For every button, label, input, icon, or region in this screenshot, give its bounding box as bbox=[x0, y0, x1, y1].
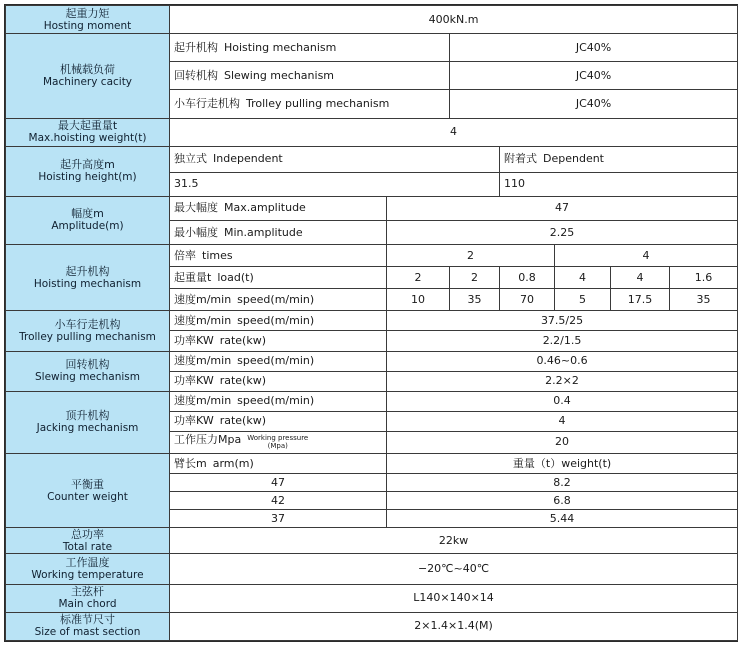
label-main-chord: 主弦杆 Main chord bbox=[6, 584, 170, 612]
counter-weight-value: 6.8 bbox=[387, 492, 738, 510]
row-max-weight bbox=[6, 118, 738, 146]
slewing-rate-value: 2.2×2 bbox=[387, 371, 738, 391]
hoist-load-value: 0.8 bbox=[500, 267, 555, 289]
machinery-item-value: JC40% bbox=[450, 90, 738, 118]
slewing-rate-label: 功率KW rate(kw) bbox=[170, 371, 387, 391]
amplitude-min-value: 2.25 bbox=[387, 220, 738, 244]
counter-weight-header: 重量（t）weight(t) bbox=[387, 454, 738, 474]
value-max-weight: 4 bbox=[170, 118, 738, 146]
row-total-rate bbox=[6, 528, 738, 554]
hoist-load-value: 2 bbox=[387, 267, 450, 289]
hoist-load-value: 4 bbox=[611, 267, 670, 289]
value-total-rate: 22kw bbox=[170, 528, 738, 554]
value-hoisting-moment: 400kN.m bbox=[170, 6, 738, 34]
hoist-speed-value: 17.5 bbox=[611, 289, 670, 311]
row-main-chord bbox=[6, 584, 738, 612]
hoist-load-value: 2 bbox=[450, 267, 500, 289]
spec-table bbox=[5, 5, 738, 641]
row-jacking-speed bbox=[6, 391, 738, 411]
jacking-pressure-value: 20 bbox=[387, 431, 738, 453]
hoist-times-label: 倍率 times bbox=[170, 245, 387, 267]
machinery-item-value: JC40% bbox=[450, 62, 738, 90]
machinery-item-label: 小车行走机构 Trolley pulling mechanism bbox=[170, 90, 450, 118]
hoist-speed-value: 35 bbox=[450, 289, 500, 311]
hoist-times-value: 4 bbox=[555, 245, 738, 267]
label-mast-section: 标准节尺寸 Size of mast section bbox=[6, 612, 170, 640]
value-working-temp: −20℃~40℃ bbox=[170, 554, 738, 584]
jacking-rate-value: 4 bbox=[387, 411, 738, 431]
label-trolley: 小车行走机构 Trolley pulling mechanism bbox=[6, 311, 170, 351]
amplitude-max-value: 47 bbox=[387, 196, 738, 220]
hoist-speed-label: 速度m/min speed(m/min) bbox=[170, 289, 387, 311]
slewing-speed-value: 0.46~0.6 bbox=[387, 351, 738, 371]
height-independent-value: 31.5 bbox=[170, 172, 500, 196]
row-machinery-hoisting bbox=[6, 34, 738, 62]
height-independent-label: 独立式 Independent bbox=[170, 146, 500, 172]
value-mast-section: 2×1.4×1.4(M) bbox=[170, 612, 738, 640]
row-working-temp bbox=[6, 554, 738, 584]
spec-sheet bbox=[4, 4, 738, 642]
trolley-speed-value: 37.5/25 bbox=[387, 311, 738, 331]
machinery-item-value: JC40% bbox=[450, 34, 738, 62]
label-machinery: 机械载负荷 Machinery cacity bbox=[6, 34, 170, 118]
counter-weight-value: 5.44 bbox=[387, 510, 738, 528]
hoist-times-value: 2 bbox=[387, 245, 555, 267]
height-dependent-label: 附着式 Dependent bbox=[500, 146, 738, 172]
hoist-speed-value: 10 bbox=[387, 289, 450, 311]
counter-weight-value: 8.2 bbox=[387, 474, 738, 492]
height-dependent-value: 110 bbox=[500, 172, 738, 196]
row-hoist-times bbox=[6, 245, 738, 267]
machinery-item-label: 起升机构 Hoisting mechanism bbox=[170, 34, 450, 62]
hoist-speed-value: 5 bbox=[555, 289, 611, 311]
row-counter-header bbox=[6, 454, 738, 474]
row-amplitude-max bbox=[6, 196, 738, 220]
amplitude-min-label: 最小幅度 Min.amplitude bbox=[170, 220, 387, 244]
row-slewing-speed bbox=[6, 351, 738, 371]
label-total-rate: 总功率 Total rate bbox=[6, 528, 170, 554]
row-height-labels bbox=[6, 146, 738, 172]
hoist-load-value: 4 bbox=[555, 267, 611, 289]
hoist-load-label: 起重量t load(t) bbox=[170, 267, 387, 289]
counter-arm-value: 47 bbox=[170, 474, 387, 492]
label-hoisting-mechanism: 起升机构 Hoisting mechanism bbox=[6, 245, 170, 311]
counter-arm-value: 42 bbox=[170, 492, 387, 510]
label-counter-weight: 平衡重 Counter weight bbox=[6, 454, 170, 528]
jacking-speed-value: 0.4 bbox=[387, 391, 738, 411]
counter-arm-value: 37 bbox=[170, 510, 387, 528]
trolley-speed-label: 速度m/min speed(m/min) bbox=[170, 311, 387, 331]
machinery-item-label: 回转机构 Slewing mechanism bbox=[170, 62, 450, 90]
label-max-weight: 最大起重量t Max.hoisting weight(t) bbox=[6, 118, 170, 146]
label-hoisting-height: 起升高度m Hoisting height(m) bbox=[6, 146, 170, 196]
row-trolley-speed bbox=[6, 311, 738, 331]
jacking-rate-label: 功率KW rate(kw) bbox=[170, 411, 387, 431]
jacking-pressure-label: 工作压力Mpa Working pressure (Mpa) bbox=[170, 431, 387, 453]
value-main-chord: L140×140×14 bbox=[170, 584, 738, 612]
label-jacking: 顶升机构 Jacking mechanism bbox=[6, 391, 170, 453]
jacking-speed-label: 速度m/min speed(m/min) bbox=[170, 391, 387, 411]
label-slewing: 回转机构 Slewing mechanism bbox=[6, 351, 170, 391]
hoist-load-value: 1.6 bbox=[670, 267, 738, 289]
label-hoisting-moment: 起重力矩 Hosting moment bbox=[6, 6, 170, 34]
hoist-speed-value: 70 bbox=[500, 289, 555, 311]
counter-arm-header: 臂长m arm(m) bbox=[170, 454, 387, 474]
hoist-speed-value: 35 bbox=[670, 289, 738, 311]
row-hoisting-moment bbox=[6, 6, 738, 34]
label-amplitude: 幅度m Amplitude(m) bbox=[6, 196, 170, 244]
label-working-temp: 工作温度 Working temperature bbox=[6, 554, 170, 584]
slewing-speed-label: 速度m/min speed(m/min) bbox=[170, 351, 387, 371]
trolley-rate-label: 功率KW rate(kw) bbox=[170, 331, 387, 351]
row-mast-section bbox=[6, 612, 738, 640]
trolley-rate-value: 2.2/1.5 bbox=[387, 331, 738, 351]
amplitude-max-label: 最大幅度 Max.amplitude bbox=[170, 196, 387, 220]
